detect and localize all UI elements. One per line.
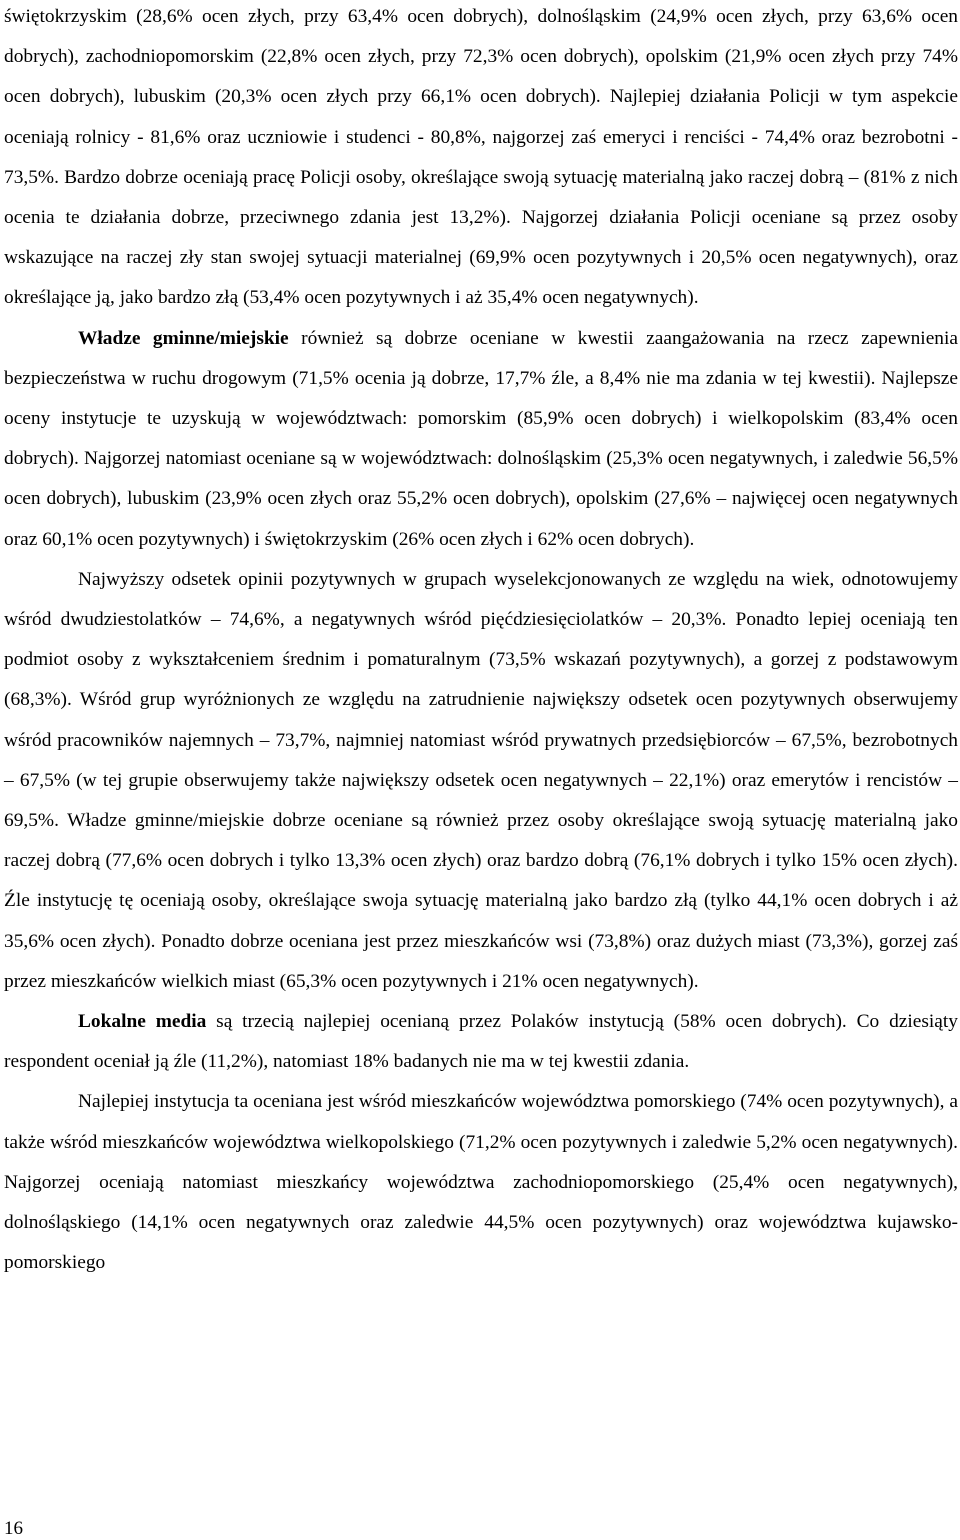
paragraph-text: również są dobrze oceniane w kwestii zaangażowania na rzecz zapewnienia bezpieczeństwa w ruchu drogowym (71,5% ocenia ją dobrze, 17,7% źle, a 8,4% nie ma zdania w tej kwestii). Najlepsze oceny instytucje te uzyskują w województwach: pomorskim (85,9% ocen dobrych) i wielkopolskim (83,4% ocen dobrych). Najgorzej natomiast oceniane są w województwach: dolnośląskim (25,3% ocen negatywnych, i zaledwie 56,5% ocen dobrych), lubuskim (23,9% ocen złych oraz 55,2% ocen dobrych), opolskim (27,6% – najwięcej ocen negatywnych oraz 60,1% ocen pozytywnych) i świętokrzyskim (26% ocen złych i 62% ocen dobrych). [4, 327, 958, 550]
document-body [4, 0, 958, 1284]
paragraph-policja-continued [4, 0, 958, 319]
paragraph-lead-bold: Lokalne media [78, 1011, 207, 1033]
paragraph-wladze-gminne [4, 319, 958, 560]
paragraph-wiek-grupy [4, 560, 958, 1002]
paragraph-text: są trzecią najlepiej ocenianą przez Polaków instytucją (58% ocen dobrych). Co dziesiąty respondent oceniał ją źle (11,2%), natomiast 18% badanych nie ma w tej kwestii zdania. [4, 1011, 958, 1073]
page-number: 16 [4, 1518, 23, 1539]
paragraph-media-wojewodztwa [4, 1082, 958, 1283]
paragraph-text: Najlepiej instytucja ta oceniana jest wśród mieszkańców województwa pomorskiego (74% ocen pozytywnych), a także wśród mieszkańców województwa wielkopolskiego (71,2% ocen pozytywnych i zaledwie 5,2% ocen negatywnych). Najgorzej oceniają natomiast mieszkańcy województwa zachodniopomorskiego (25,4% ocen negatywnych), dolnośląskiego (14,1% ocen negatywnych oraz zaledwie 44,5% ocen pozytywnych) oraz województwa kujawsko-pomorskiego [4, 1091, 958, 1274]
paragraph-text: Najwyższy odsetek opinii pozytywnych w grupach wyselekcjonowanych ze względu na wiek, odnotowujemy wśród dwudziestolatków – 74,6%, a negatywnych wśród pięćdziesięciolatków – 20,3%. Ponadto lepiej oceniają ten podmiot osoby z wykształceniem średnim i pomaturalnym (73,5% wskazań pozytywnych), a gorzej z podstawowym (68,3%). Wśród grup wyróżnionych ze względu na zatrudnienie największy odsetek ocen pozytywnych obserwujemy wśród pracowników najemnych – 73,7%, najmniej natomiast wśród prywatnych przedsiębiorców – 67,5%, bezrobotnych – 67,5% (w tej grupie obserwujemy także największy odsetek ocen negatywnych – 22,1%) oraz emerytów i rencistów – 69,5%. Władze gminne/miejskie dobrze oceniane są również przez osoby określające swoją sytuację materialną jako raczej dobrą (77,6% ocen dobrych i tylko 13,3% ocen złych) oraz bardzo dobrą (76,1% dobrych i tylko 15% ocen złych). Źle instytucję tę oceniają osoby, określające swoja sytuację materialną jako bardzo złą (tylko 44,1% ocen dobrych i aż 35,6% ocen złych). Ponadto dobrze oceniana jest przez mieszkańców wsi (73,8%) oraz dużych miast (73,3%), gorzej zaś przez mieszkańców wielkich miast (65,3% ocen pozytywnych i 21% ocen negatywnych). [4, 568, 958, 992]
paragraph-text: świętokrzyskim (28,6% ocen złych, przy 63,4% ocen dobrych), dolnośląskim (24,9% ocen złych, przy 63,6% ocen dobrych), zachodniopomorskim (22,8% ocen złych, przy 72,3% ocen dobrych), opolskim (21,9% ocen złych przy 74% ocen dobrych), lubuskim (20,3% ocen złych przy 66,1% ocen dobrych). Najlepiej działania Policji w tym aspekcie oceniają rolnicy - 81,6% oraz uczniowie i studenci - 80,8%, najgorzej zaś emeryci i renciści - 74,4% oraz bezrobotni - 73,5%. Bardzo dobrze oceniają pracę Policji osoby, określające swoją sytuację materialną jako raczej dobrą – (81% z nich ocenia te działania dobrze, przeciwnego zdania jest 13,2%). Najgorzej działania Policji oceniane są przez osoby wskazujące na raczej zły stan swojej sytuacji materialnej (69,9% ocen pozytywnych i 20,5% ocen negatywnych), oraz określające ją, jako bardzo złą (53,4% ocen pozytywnych i aż 35,4% ocen negatywnych). [4, 6, 958, 309]
paragraph-lokalne-media [4, 1002, 958, 1082]
paragraph-lead-bold: Władze gminne/miejskie [78, 327, 289, 349]
